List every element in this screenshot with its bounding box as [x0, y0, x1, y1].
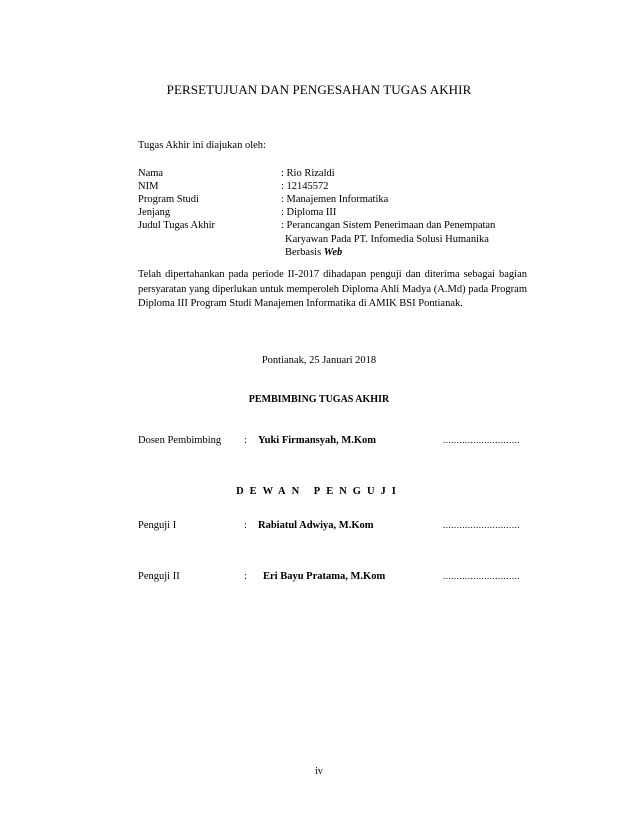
judul-label: Judul Tugas Akhir — [138, 220, 216, 231]
pembimbing-heading: PEMBIMBING TUGAS AKHIR — [248, 394, 390, 405]
pembimbing-signature-line: ............................ — [443, 435, 520, 445]
jenjang-value: : Diploma III — [281, 207, 337, 218]
judul-line3-prefix: Berbasis — [285, 247, 324, 258]
place-date: Pontianak, 25 Januari 2018 — [261, 355, 377, 366]
intro-text: Tugas Akhir ini diajukan oleh: — [138, 140, 266, 151]
jenjang-label: Jenjang — [138, 207, 171, 218]
penguji1-label: Penguji I — [138, 520, 177, 531]
judul-value-line2: Karyawan Pada PT. Infomedia Solusi Humanika — [285, 234, 489, 245]
penguji2-name: Eri Bayu Pratama, M.Kom — [263, 571, 386, 582]
pembimbing-colon: : — [244, 435, 247, 446]
penguji2-colon: : — [244, 571, 247, 582]
judul-line3-bold: Web — [323, 247, 343, 258]
penguji2-label: Penguji II — [138, 571, 180, 582]
penguji1-signature-line: ............................ — [443, 520, 520, 530]
pembimbing-label: Dosen Pembimbing — [138, 435, 222, 446]
nim-value: : 12145572 — [281, 181, 329, 192]
pembimbing-name: Yuki Firmansyah, M.Kom — [258, 435, 377, 446]
penguji1-colon: : — [244, 520, 247, 531]
nim-label: NIM — [138, 181, 159, 192]
program-studi-label: Program Studi — [138, 194, 199, 205]
judul-value-line3 — [285, 246, 342, 259]
dewan-heading: DEWAN PENGUJI — [236, 486, 402, 497]
penguji2-signature-line: ............................ — [443, 571, 520, 581]
judul-value-line1: : Perancangan Sistem Penerimaan dan Penempatan — [281, 220, 496, 231]
nama-value: : Rio Rizaldi — [281, 168, 335, 179]
program-studi-value: : Manajemen Informatika — [281, 194, 389, 205]
nama-label: Nama — [138, 168, 164, 179]
page-number: iv — [315, 766, 323, 777]
page-title: PERSETUJUAN DAN PENGESAHAN TUGAS AKHIR — [166, 82, 472, 97]
approval-paragraph: Telah dipertahankan pada periode II-2017 dihadapan penguji dan diterima sebagai bagian persyaratan yang diperlukan untuk memperoleh Diploma Ahli Madya (A.Md) pada Program Diploma III Program Studi Manajemen Informatika di AMIK BSI Pontianak. — [138, 269, 527, 309]
penguji1-name: Rabiatul Adwiya, M.Kom — [258, 520, 374, 531]
